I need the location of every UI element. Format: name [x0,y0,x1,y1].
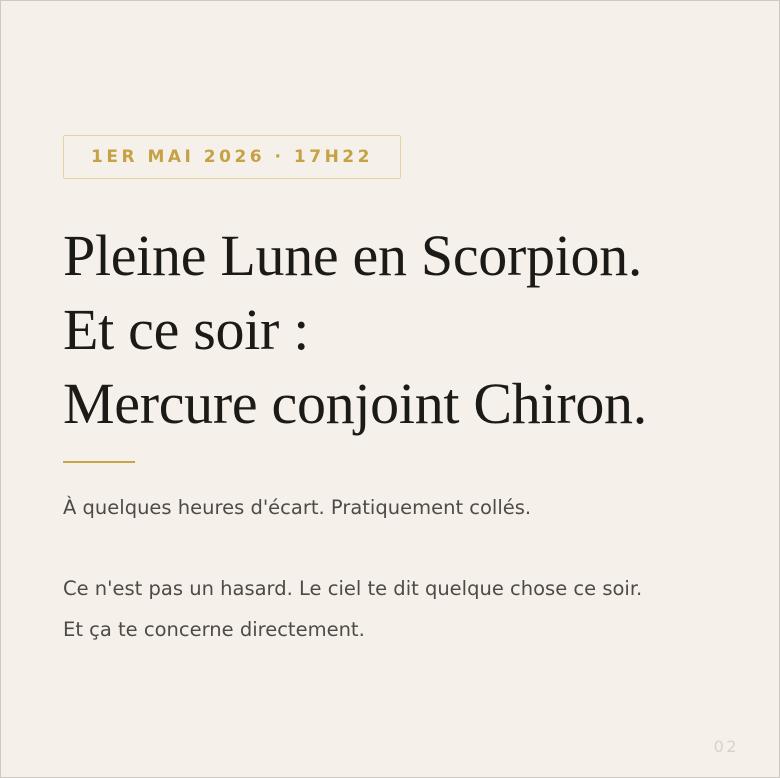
date-label: 1ER MAI 2026 · 17H22 [91,147,373,167]
body-paragraph-2 [63,568,642,650]
body-paragraph-2-line-1: Ce n'est pas un hasard. Le ciel te dit quelque chose ce soir. [63,577,643,600]
headline-line-1: Pleine Lune en Scorpion. [63,223,643,288]
date-badge [63,135,401,179]
body-paragraph-1-text: À quelques heures d'écart. Pratiquement collés. [63,496,532,519]
body-paragraph-1 [63,487,531,528]
headline-line-3: Mercure conjoint Chiron. [63,371,647,436]
page-number: 02 [713,737,739,756]
headline [63,219,647,441]
headline-line-2: Et ce soir : [63,297,310,362]
accent-divider [63,461,135,463]
body-paragraph-2-line-2: Et ça te concerne directement. [63,618,365,641]
